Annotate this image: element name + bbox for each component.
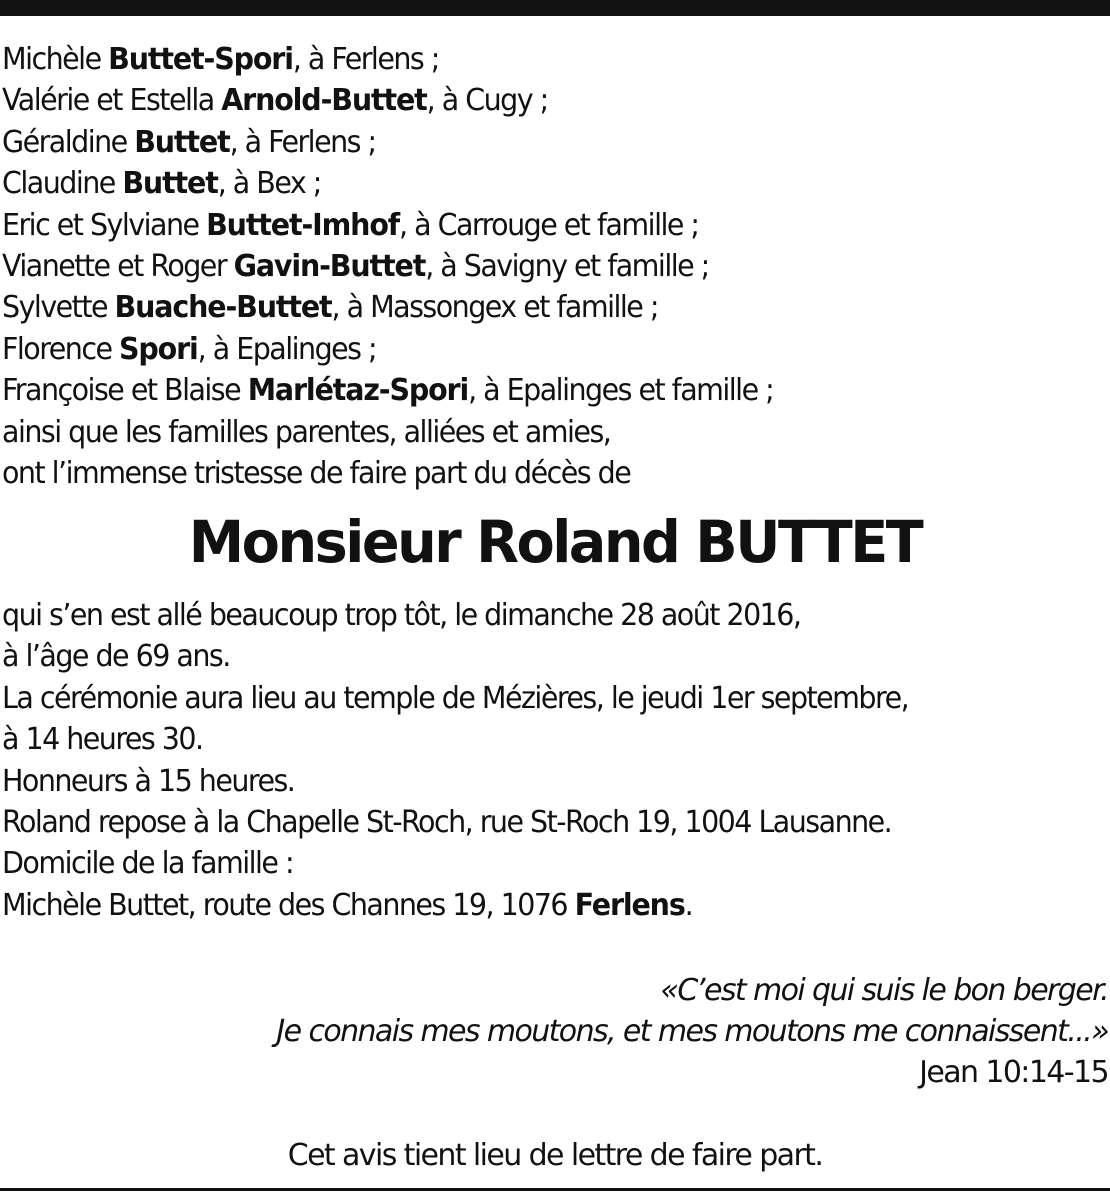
detail-line: Domicile de la famille : xyxy=(2,846,294,882)
detail-line: qui s’en est allé beaucoup trop tôt, le dimanche 28 août 2016, xyxy=(2,598,801,633)
bottom-rule xyxy=(0,1188,1110,1191)
mourner-line: Eric et Sylviane Buttet-Imhof, à Carrouge et famille ; xyxy=(2,207,699,243)
detail-line: Roland repose à la Chapelle St-Roch, rue St-Roch 19, 1004 Lausanne. xyxy=(2,804,892,840)
bible-quote xyxy=(108,970,1108,1093)
detail-line: à 14 heures 30. xyxy=(2,722,203,758)
quote-reference: Jean 10:14-15 xyxy=(919,1055,1108,1090)
quote-line-1: «C’est moi qui suis le bon berger. xyxy=(660,973,1108,1008)
detail-line: La cérémonie aura lieu au temple de Mézières, le jeudi 1er septembre, xyxy=(2,680,909,716)
mourner-line: Michèle Buttet-Spori, à Ferlens ; xyxy=(2,42,439,77)
mourner-line: Florence Spori, à Epalinges ; xyxy=(2,331,377,367)
mourners-list xyxy=(2,40,1102,495)
mourner-line: Claudine Buttet, à Bex ; xyxy=(2,166,321,202)
mourner-line: Géraldine Buttet, à Ferlens ; xyxy=(2,124,376,160)
detail-line: à l’âge de 69 ans. xyxy=(2,639,230,675)
family-address: Michèle Buttet, route des Channes 19, 1076 Ferlens. xyxy=(2,887,693,923)
mourner-line: Françoise et Blaise Marlétaz-Spori, à Epalinges et famille ; xyxy=(2,373,774,409)
quote-line-2: Je connais mes moutons, et mes moutons me connaissent...» xyxy=(276,1014,1108,1049)
mourner-line: Sylvette Buache-Buttet, à Massongex et famille ; xyxy=(2,290,658,326)
footer-note: Cet avis tient lieu de lettre de faire part. xyxy=(287,1138,823,1173)
closing-line: ainsi que les familles parentes, alliées et amies, xyxy=(2,414,611,450)
mourner-line: Valérie et Estella Arnold-Buttet, à Cugy ; xyxy=(2,83,548,119)
top-rule xyxy=(0,0,1110,16)
deceased-name: Monsieur Roland BUTTET xyxy=(188,508,922,576)
closing-line: ont l’immense tristesse de faire part du décès de xyxy=(2,455,631,491)
mourner-line: Vianette et Roger Gavin-Buttet, à Savigny et famille ; xyxy=(2,248,709,284)
funeral-details xyxy=(2,596,1102,927)
detail-line: Honneurs à 15 heures. xyxy=(2,763,295,799)
